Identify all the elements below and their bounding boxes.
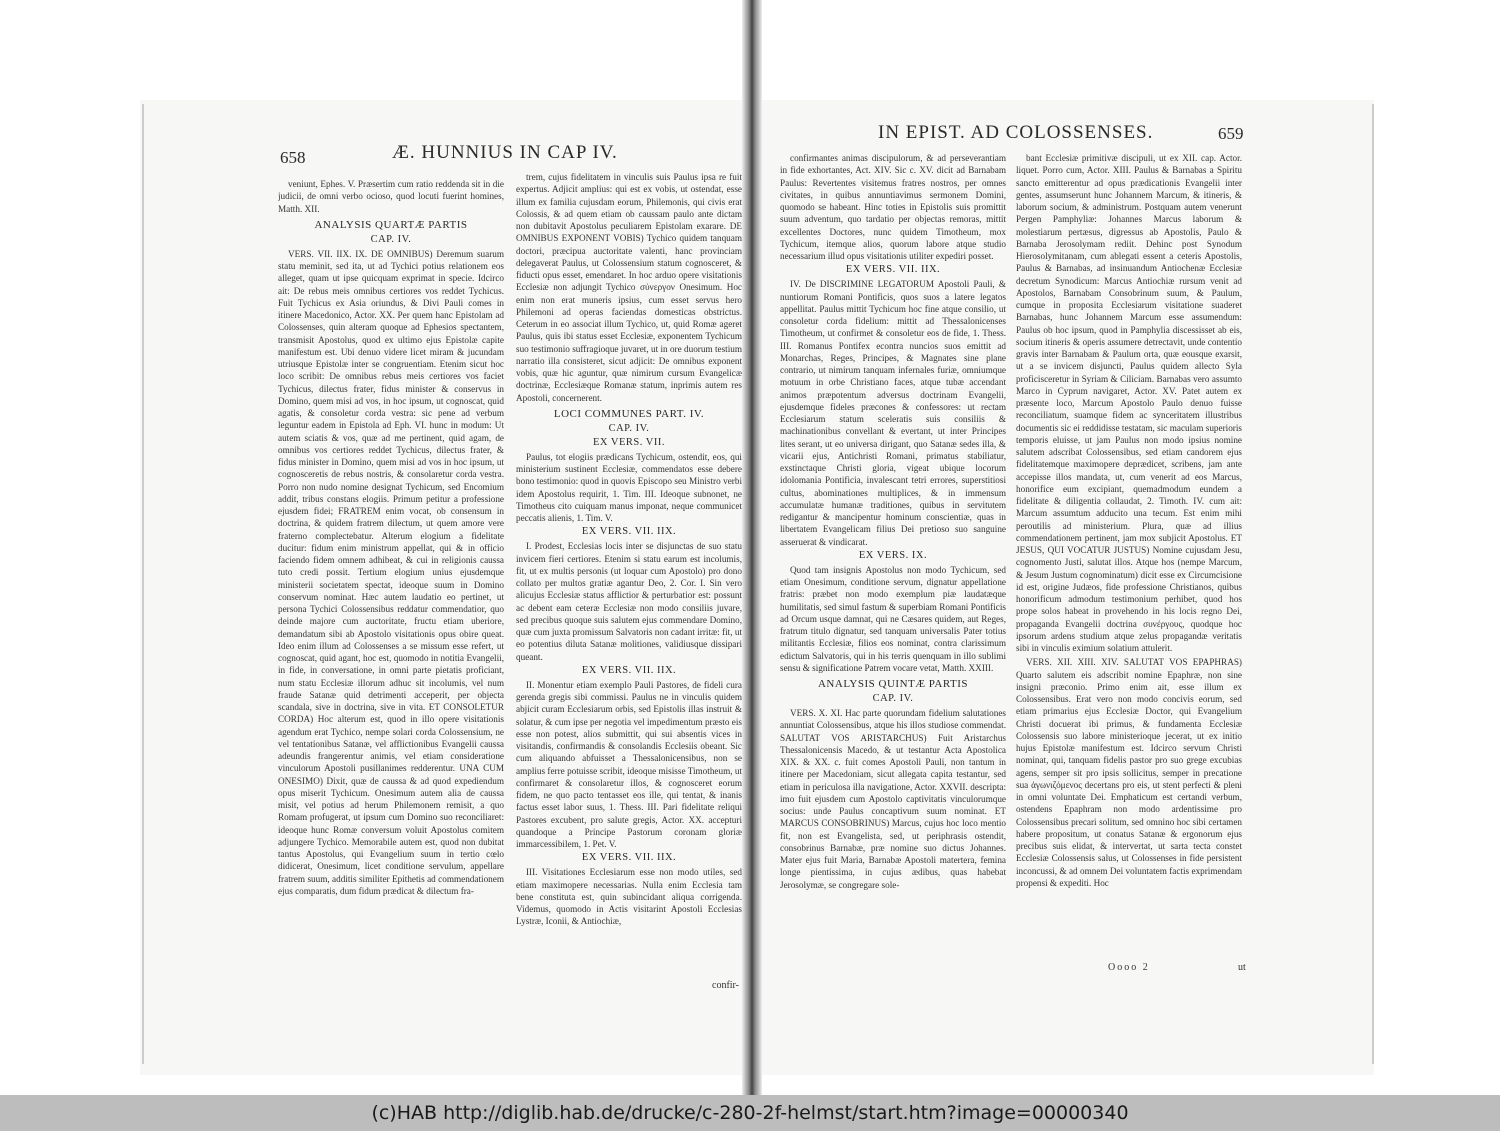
paragraph: VERS. XII. XIII. XIV. SALUTAT VOS EPAPHRAS) Quarto salutem eis adscribit nomine Epaphræ, non sine insigni præconio. Primo enim ait, esse illum ex Colossensibus. Erat vero non modo concivis eorum, sed etiam primarius ejus Ecclesiæ Doctor, qui Evangelium Christi docuerat ibi primus, & fundamenta Ecclesiæ Colossensis suo labore ministerioque jecerat, ut ex initio hujus Epistolæ manifestum est. Idcirco servum Christi nominat, qui, tanquam fidelis pastor pro suo grege excubias agens, semper sit pro ipsis sollicitus, semper in precatione sua ἀγωνιζόμενος decertans pro eis, ut stent perfecti & pleni in omni voluntate Dei. Emphaticum est certandi verbum, ostendens Epaphram non modo ardentissime pro Colossensibus precari solitum, sed omnino hoc sibi certamen habere propositum, ut conatus Satanæ & ergonorum ejus precibus suis elidat, & intervertat, ut sarta tecta constet Ecclesiæ Colossensis salus, ut Colossenses in fide persistent inconcussi, & ad omnem Dei voluntatem factis exprimendam propensi & expediti. Hoc	[1016, 657, 1242, 888]
source-footer	[0, 1095, 1500, 1131]
paragraph: II. Monentur etiam exemplo Pauli Pastores, de fideli cura gerenda gregis sibi commissi. Paulus ne in vinculis quidem abjicit curam Ecclesiarum orbis, sed Epistolis illas instruit & solatur, & cum ipse per negotia vel impedimentum præsto eis esse non potest, alios submittit, qui sui absentis vices in visitandis, confirmandis & consolandis Ecclesiis obeant. Sic cum aliquando abfuisset a Thessalonicensibus, non se amplius ferre potuisse scribit, ideoque misisse Timotheum, ut confirmaret & consolaretur illos, & cognosceret eorum fidem, ne quo pacto tentasset eos ille, qui tentat, & inanis factus esset labor suus, 1. Thess. III. Pari fidelitate reliqui Pastores excubent, pro salute gregis, Actor. XX. accepturi quandoque a Principe Pastorum coronam gloriæ immarcessibilem, 1. Pet. V.	[516, 679, 742, 849]
paragraph: veniunt, Ephes. V. Præsertim cum ratio reddenda sit in die judicii, de omni verbo ocioso, quod locuti fuerint homines, Matth. XII.	[278, 179, 504, 214]
paragraph: bant Ecclesiæ primitivæ discipuli, ut ex XII. cap. Actor. liquet. Porro cum, Actor. XIII. Paulus & Barnabas a Spiritu sancto emitterentur ad opus prædicationis Evangelii inter gentes, assumserunt hunc Johannem Marcum, & itineris, & laborum socium, & administrum. Postquam autem venerunt Pergen Pamphyliæ: Johannes Marcus laborum & molestiarum pertæsus, digressus ab Apostolis, Paulo & Barnaba Jerosolymam rediit. Dehinc post Synodum Hierosolymitanam, cum ablegati essent a ceteris Apostolis, Paulus & Barnabas, ad insinuandum Antiochenæ Ecclesiæ decretum Synodicum: Marcus Antiochiæ rursum venit ad Apostolos, Barnabam Consobrinum suum, & Paulum, cumque in proposita Ecclesiarum visitatione suaderet Barnabas, hunc Johannem Marcum esse assumendum: Paulus ob hoc ipsum, quod in Pamphylia discessisset ab eis, socium itineris & operis assumere detrectavit, unde contentio gravis inter Barnabam & Paulum orta, quæ eousque exarsit, ut a se invicem disjuncti, Paulus quidem allecto Syla proficisceretur in Syriam & Ciliciam. Barnabas vero assumto Marco in Cyprum navigaret, Actor. XV. Patet autem ex præsente loco, Marcum Apostolo Paulo denuo fuisse reconciliatum, suamque fidem ac synceritatem illustribus documentis sic ei reddidisse testatam, sic maculam superioris temporis eluisse, ut jam Paulus non modo ipsius nomine salutem adscribat Colossensibus, sed etiam candorem ejus fidelitatemque maximopere deprædicet, scribens, jam ante accepisse illos mandata, ut, cum venerit ad eos Marcus, honorifice eum excipiant, quemadmodum eundem a fidelitate & diligentia collaudat, 2. Timoth. IV. cum ait: Marcum assumtum adducito una tecum. Est enim mihi peroutilis ad ministerium. Plura, quæ ad illius commendationem pertinent, jam mox subjicit Apostolus. ET JESUS, QUI VOCATUR JUSTUS) Nomine cujusdam Jesu, cognomento Justi, salutat illos. Atque hos (nempe Marcum, & Jesum Justum cognominatum) dicit esse ex Circumcisione id est, origine Judæos, fide professione Christianos, quibus honorificum admodum testimonium perhibet, quod hos prope solos habeat in provehendo in his locis regno Dei, propaganda Evangelii doctrina συνέργους, quodque hoc ipsorum ardens studium atque zelus propagandæ veritatis sibi in vinculis eximium solatium attulerit.	[1016, 153, 1242, 653]
left-running-title: Æ. HUNNIUS IN CAP IV.	[392, 142, 618, 163]
verse-heading: EX VERS. VII.	[592, 436, 666, 448]
left-column-1	[278, 178, 504, 978]
section-subheading: CAP. IV.	[370, 233, 412, 245]
verse-heading: EX VERS. VII. IIX.	[845, 264, 941, 276]
paragraph: I. Prodest, Ecclesias locis inter se disjunctas de suo statu invicem fieri certiores. Etenim si statu earum est incolumis, fit, ut ex multis personis (ut loquar cum Apostolo) pro dono collato per multos gratiæ agantur Deo, 2. Cor. I. Sin vero alicujus Ecclesiæ status afflictior & perturbatior est: possunt ac debent eam ceteræ Ecclesiæ non modo consiliis juvare, sed precibus quoque suis salutem ejus commendare Domino, quæ cum juxta promissum Salvatoris non cadant irritæ: fit, ut eo potentius diluta Satanæ molitiones, validiusque dissipari queant.	[516, 541, 742, 662]
left-catchword: confir-	[712, 980, 740, 991]
left-page-edge	[142, 104, 144, 1064]
left-page-number: 658	[280, 148, 306, 167]
paragraph: Paulus, tot elogiis prædicans Tychicum, ostendit, eos, qui ministerium sustinent Ecclesiæ, commendatos esse debere bono testimonio: quod in quovis Episcopo seu Ministro verbi idem Apostolus requirit, 1. Tim. III. Ideoque subnonet, ne Timotheus cito cuiquam manus imponat, neque communicet peccatis alienis, 1. Tim. V.	[516, 451, 742, 523]
right-column-1	[780, 152, 1006, 957]
verse-heading: EX VERS. VII. IIX.	[581, 852, 677, 864]
paragraph: confirmantes animas discipulorum, & ad perseverantiam in fide exhortantes, Act. XIV. Sic c. XV. dicit ad Barnabam Paulus: Revertentes visitemus fratres nostros, per omnes civitates, in quibus annuntiavimus sermonem Domini, quomodo se habeant. Hinc toties in Epistolis suis promittit suum adventum, quo tardatio per objectas remoras, mittit excellentes Doctores, nunc quidem Timotheum, mox Tychicum, itemque alios, quorum labore atque studio necessarium illud opus visitationis utiliter expediri posset.	[780, 153, 1006, 261]
verse-heading: EX VERS. IX.	[858, 549, 928, 561]
paragraph: VERS. VII. IIX. IX. DE OMNIBUS) Deremum suarum statu meminit, sed ita, ut ad Tychici potius relationem eos alleget, quam ut ipse quicquam exprimat in specie. Idcirco ait: De rebus meis omnibus certiores vos reddet Tychicus. Fuit Tychicus ex Asia oriundus, & Divi Pauli comes in itinere Macedonico, Actor. XX. Per quem hanc Epistolam ad Colossenses, quin alteram quoque ad Ephesios spectantem, transmisit Apostolus, quod ex ultimo ejus Epistolæ capite manifestum est. Ubi denuo videre licet miram & jucundam utriusque Epistolæ inter se congruentiam. Etenim sicut hoc loco scribit: De omnibus rebus meis certiores vos faciet Tychicus, dilectus frater, fidus minister & conservus in Domino, quem misi ad vos, in hoc ipsum, ut cognoscat, quid agatis, & consoletur corda vestra: sic pene ad verbum leguntur eadem in Epistola ad Eph. VI. hunc in modum: Ut autem sciatis & vos, quæ ad me pertinent, quid agam, de omnibus vos certiores reddet Tychicus, dilectus frater, & fidus minister in Domino, quem misi ad vos in hoc ipsum, ut cognosceretis de rebus nostris, & consolaretur corda vestra. Porro non nudo nomine designat Tychicum, sed Encomium addit, tribus constans elogiis. Primum petitur a professione ejusdem fidei; FRATREM enim vocat, ob consensum in doctrina, & quidem fratrem dilectum, ut quem amore vere fraterno complectebatur. Alterum elogium a fidelitate ducitur: fidum enim ministrum appellat, qui & in officio faciendo fidem omnem adhibeat, & cui in religionis caussa tuto credi possit. Tertium elogium unius ejusdemque ministerii societatem spectat, ideoque suum in Domino conservum nominat. Hæc autem laudatio eo pertinet, ut persona Tychici Colossensibus reddatur commendatior, quo deinde majore cum auctoritate, fructu etiam uberiore, demandatum sibi ab Apostolo visitationis opus obire queat. Ideo enim illum ad Colossenses a se missum esse refert, ut cognoscat, quid agant, hoc est, quomodo in notitia Evangelii, in fide, in conversatione, in omni parte pietatis proficiant, num statu Ecclesiæ illorum adhuc sit incolumis, vel num fraude Satanæ quid detrimenti acceperit, per objecta scandala, sive in doctrina, sive in vita. ET CONSOLETUR CORDA) Hoc alterum est, quod in illo opere visitationis agendum erat Tychico, nempe solari corda Colossensium, ne vel tentationibus Satanæ, vel afflictionibus Evangelii caussa adeundis frangerentur animis, vel etiam consideratione vinculorum Apostoli pusillanimes redderentur. UNA CUM ONESIMO) Dixit, quæ de caussa & ad quod expediendum opus miserit Tychicum. Onesimum autem alia de caussa misit, vel potius ad herum Philemonem remisit, a quo Romam profugerat, ut ipsum cum Domino suo reconciliaret: ideoque hunc Romæ conversum voluit Apostolus comitem adjungere Tychico. Memorabile autem est, quod non dubitat tantus Apostolus, qui Evangelium suum in tertio cœlo didicerat, Onesimum, licet conditione servulum, appellare fratrem suum, additis similiter Epithetis ad commendationem ejus comparatis, dum fidum prædicat & dilectum fra-	[278, 248, 504, 896]
right-catchword: ut	[1238, 962, 1246, 973]
left-column-2	[516, 171, 742, 978]
right-page-number: 659	[1218, 124, 1244, 143]
right-column-2	[1016, 152, 1242, 957]
paragraph: III. Visitationes Ecclesiarum esse non modo utiles, sed etiam maximopere necessarias. Nulla enim Ecclesia tam bene constituta est, quin subincidant aliqua corrigenda. Videmus, quomodo in Actis visitarint Apostoli Ecclesias Lystræ, Iconii, & Antiochiæ,	[516, 867, 742, 927]
right-page-edge	[1372, 104, 1374, 1064]
paragraph: VERS. X. XI. Hac parte quorundam fidelium salutationes annuntiat Colossensibus, atque his illos studiose commendat. SALUTAT VOS ARISTARCHUS) Fuit Aristarchus Thessalonicensis Macedo, & ut testantur Acta Apostolica XIX. & XX. c. fuit comes Apostoli Pauli, non tantum in itinere per Macedoniam, sicut allegata capita testantur, sed etiam in periculosa illa navigatione, Actor. XXVII. descripta: imo fuit ejusdem cum Apostolo captivitatis vinculorumque socius: unde Paulus concaptivum suum nominat. ET MARCUS CONSOBRINUS) Marcus, cujus hoc loco mentio fit, non est Evangelista, sed, ut periphrasis ostendit, consobrinus Barnabæ, præ nomine suo dictus Johannes. Mater ejus fuit Maria, Barnabæ Apostoli matertera, femina longe pientissima, in cujus ædibus, quas habebat Jerosolymæ, se congregare sole-	[780, 708, 1006, 890]
paragraph: IV. De DISCRIMINE LEGATORUM Apostoli Pauli, & nuntiorum Romani Pontificis, quos suos a latere legatos appellitat. Paulus mittit Tychicum hoc fine atque consilio, ut consoletur corda fidelium: mittit ad Thessalonicenses Timotheum, ut confirmet & consoletur eos de fide, 1. Thess. III. Romanus Pontifex econtra nuncios suos emittit ad Monarchas, Reges, Principes, & Magnates sine plane contrario, ut nimirum tanquam infernales furiæ, omniumque motuum in orbe Christiano faces, atque tubæ accendant animos præpotentum adversus doctrinam Evangelii, ejusdemque fideles præcones & confessores: ut rectam Ecclesiarum statum sceleratis suis consiliis & machinationibus convellant & evertant, ut inter Principes lites serant, ut eo universa dirigant, quo Satanæ sedes illa, & vicarii ejus, Antichristi Romani, primatus stabiliatur, exstinctaque Christi gloria, vigeat ubique locorum idolomania Pontificia, invalescant tetri errores, superstitiosi cultus, abominationes multiplices, & in immensum accumulatæ humanæ traditiones, quibus in servitutem redigantur & mancipentur hominum conscientiæ, quas in libertatem Evangelicam filius Dei pretioso suo sanguine asseruerat & vindicarat.	[780, 279, 1006, 547]
paragraph: trem, cujus fidelitatem in vinculis suis Paulus ipsa re fuit expertus. Adjicit amplius: qui est ex vobis, ut ostendat, esse illum ex familia cujusdam eorum, Philemonis, qui civis erat Colossis, & ad quem etiam ob caussam paulo ante dictam non dubitavit Apostolus peculiarem Epistolam exarare. DE OMNIBUS EXPONENT VOBIS) Tychico quidem tanquam doctori, præcipua auctoritate valenti, hanc provinciam delegaverat Paulus, ut Colossensium statum cognosceret, & fiducti opus esset, emendaret. In hoc arduo opere visitationis Ecclesiæ non adjungit Tychico σύνεργον Onesimum. Hoc enim non erat muneris ipsius, cum esset servus hero Philemoni ad operas faciendas domesticas obstrictus. Ceterum in eo associat illum Tychico, ut, quid Romæ ageret Paulus, quis ibi status esset Ecclesiæ, exponentem Tychicum suo testimonio suffragioque juvaret, ut in ore duorum testium narratio illa consisteret, sicut adjicit: De omnibus exponent vobis, quæ hic aguntur, quæ nimirum cursum Evangelicæ doctrinæ, Ecclesiæque Romanæ statum, inprimis autem res Apostoli, concernerent.	[516, 172, 742, 403]
section-subheading: CAP. IV.	[608, 422, 650, 434]
paragraph: Quod tam insignis Apostolus non modo Tychicum, sed etiam Onesimum, conditione servum, dignatur appellatione fratris: præbet non modo exemplum piæ laudatæque humilitatis, sed simul fastum & superbiam Romani Pontificis ad Orcum usque damnat, qui ne Cæsares quidem, aut Reges, fratrum titulo dignatur, sed tanquam universalis Pater totius militantis Ecclesiæ, filios eos nominat, contra clarissimum edictum Salvatoris, qui in his terris quenquam in illo sublimi sensu & significatione Patrem vocare vetat, Matth. XXIII.	[780, 564, 1006, 673]
verse-heading: EX VERS. VII. IIX.	[581, 526, 677, 538]
section-heading: ANALYSIS QUARTÆ PARTIS	[314, 218, 468, 231]
source-url-text: (c)HAB http://diglib.hab.de/drucke/c-280-2f-helmst/start.htm?image=00000340	[371, 1102, 1129, 1124]
section-subheading: CAP. IV.	[872, 693, 914, 704]
right-running-title: IN EPIST. AD COLOSSENSES.	[878, 122, 1154, 143]
book-spine	[742, 0, 762, 1095]
section-heading: LOCI COMMUNES PART. IV.	[553, 407, 705, 420]
verse-heading: EX VERS. VII. IIX.	[581, 664, 677, 676]
signature-mark: Oooo 2	[1108, 962, 1150, 973]
section-heading: ANALYSIS QUINTÆ PARTIS	[817, 678, 968, 690]
